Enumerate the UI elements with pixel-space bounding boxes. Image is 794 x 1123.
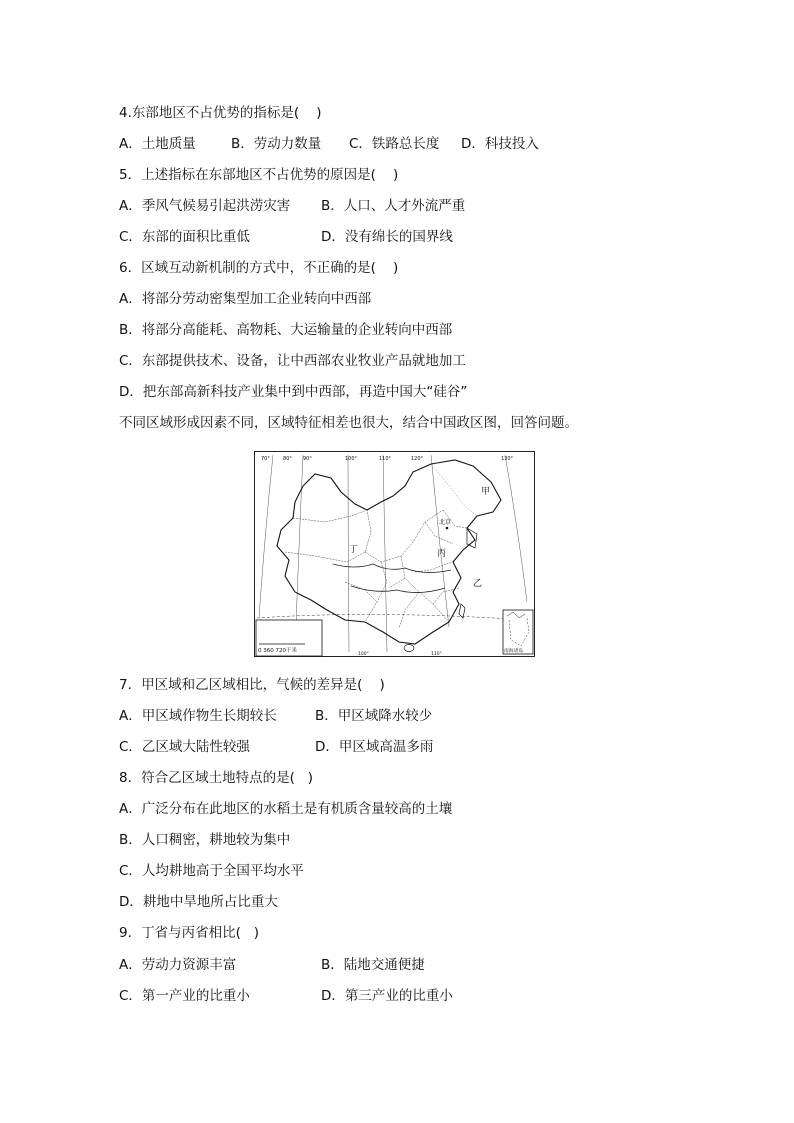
tropic-line bbox=[257, 614, 527, 620]
q4-stem: 4.东部地区不占优势的指标是( ) bbox=[119, 105, 322, 121]
graticule-line bbox=[259, 455, 273, 617]
china-outline bbox=[277, 460, 501, 644]
q9-option-a: A．劳动力资源丰富 bbox=[119, 957, 237, 973]
province-boundary bbox=[389, 578, 405, 588]
q6-stem: 6．区域互动新机制的方式中，不正确的是( ) bbox=[119, 260, 399, 276]
inset-label: 南海诸岛 bbox=[504, 649, 524, 654]
province-boundary bbox=[365, 510, 443, 562]
province-boundary bbox=[399, 592, 419, 628]
hainan-island bbox=[404, 645, 414, 652]
region-label-ding: 丁 bbox=[349, 545, 359, 555]
lon-label-130: 130° bbox=[501, 456, 514, 462]
q7-option-a: A．甲区域作物生长期较长 bbox=[119, 708, 277, 724]
q5-option-a: A．季风气候易引起洪涝灾害 bbox=[119, 198, 291, 214]
lon-label-100-bottom: 100° bbox=[358, 652, 369, 657]
q4-option-a: A．土地质量 bbox=[119, 136, 196, 152]
capital-dot bbox=[446, 527, 449, 530]
province-boundary bbox=[365, 562, 387, 622]
q5-option-b: B．人口、人才外流严重 bbox=[321, 198, 466, 214]
province-boundary bbox=[365, 510, 371, 552]
q9-option-b: B．陆地交通便捷 bbox=[321, 957, 425, 973]
q6-option-d: D．把东部高新科技产业集中到中西部，再造中国大“硅谷” bbox=[119, 384, 468, 400]
lon-label-120: 120° bbox=[411, 456, 424, 462]
china-map bbox=[254, 451, 535, 657]
china-map-drawing bbox=[255, 452, 536, 658]
q6-option-a: A．将部分劳动密集型加工企业转向中西部 bbox=[119, 291, 372, 307]
q7-option-c: C．乙区域大陆性较强 bbox=[119, 739, 250, 755]
lon-label-80: 80° bbox=[283, 456, 292, 462]
q7-option-b: B．甲区域降水较少 bbox=[315, 708, 433, 724]
intro-text: 不同区域形成因素不同，区域特征相差也很大，结合中国政区图，回答问题。 bbox=[119, 415, 578, 431]
lon-label-110-bottom: 110° bbox=[431, 652, 442, 657]
q5-option-c: C．东部的面积比重低 bbox=[119, 229, 250, 245]
province-boundary bbox=[345, 582, 377, 602]
region-label-bing: 丙 bbox=[437, 549, 447, 559]
lon-label-90: 90° bbox=[303, 456, 312, 462]
south-china-sea-inset bbox=[503, 610, 533, 654]
q7-option-d: D．甲区域高温多雨 bbox=[315, 739, 434, 755]
province-boundary bbox=[415, 562, 451, 572]
q4-option-c: C．铁路总长度 bbox=[349, 136, 440, 152]
q9-options-row2 bbox=[119, 987, 453, 1041]
q5-option-d: D．没有绵长的国界线 bbox=[321, 229, 453, 245]
q8-option-d: D．耕地中旱地所占比重大 bbox=[119, 894, 278, 910]
graticule-line bbox=[431, 455, 452, 627]
q8-option-a: A．广泛分布在此地区的水稻土是有机质含量较高的土壤 bbox=[119, 801, 453, 817]
river bbox=[351, 586, 445, 593]
region-label-yi: 乙 bbox=[473, 579, 483, 589]
q5-stem: 5．上述指标在东部地区不占优势的原因是( ) bbox=[119, 167, 399, 183]
q9-option-c: C．第一产业的比重小 bbox=[119, 988, 250, 1004]
lon-label-70: 70° bbox=[261, 456, 270, 462]
taiwan-island bbox=[459, 604, 465, 618]
q7-stem: 7．甲区域和乙区域相比，气候的差异是( ) bbox=[119, 677, 385, 693]
northeast-region bbox=[431, 460, 501, 516]
q4-option-b: B．劳动力数量 bbox=[231, 136, 322, 152]
q8-stem: 8．符合乙区域土地特点的是( ) bbox=[119, 770, 313, 786]
q8-option-c: C．人均耕地高于全国平均水平 bbox=[119, 863, 304, 879]
q9-stem: 9．丁省与丙省相比( ) bbox=[119, 925, 259, 941]
q4-option-d: D．科技投入 bbox=[461, 136, 539, 152]
region-label-jia: 甲 bbox=[481, 487, 491, 497]
graticule-line bbox=[383, 455, 387, 652]
capital-label: 北京 bbox=[439, 519, 452, 526]
q8-option-b: B．人口稠密，耕地较为集中 bbox=[119, 832, 291, 848]
q6-option-b: B．将部分高能耗、高物耗、大运输量的企业转向中西部 bbox=[119, 322, 453, 338]
graticule-line bbox=[505, 455, 527, 602]
lon-label-110-top: 110° bbox=[379, 456, 392, 462]
q6-option-c: C．东部提供技术、设备，让中西部农业牧业产品就地加工 bbox=[119, 353, 466, 369]
river bbox=[333, 564, 451, 573]
lon-label-100-top: 100° bbox=[345, 456, 358, 462]
q9-option-d: D．第三产业的比重小 bbox=[321, 988, 453, 1004]
scale-text: 0 360 720千米 bbox=[258, 648, 297, 654]
province-boundary bbox=[293, 510, 367, 522]
